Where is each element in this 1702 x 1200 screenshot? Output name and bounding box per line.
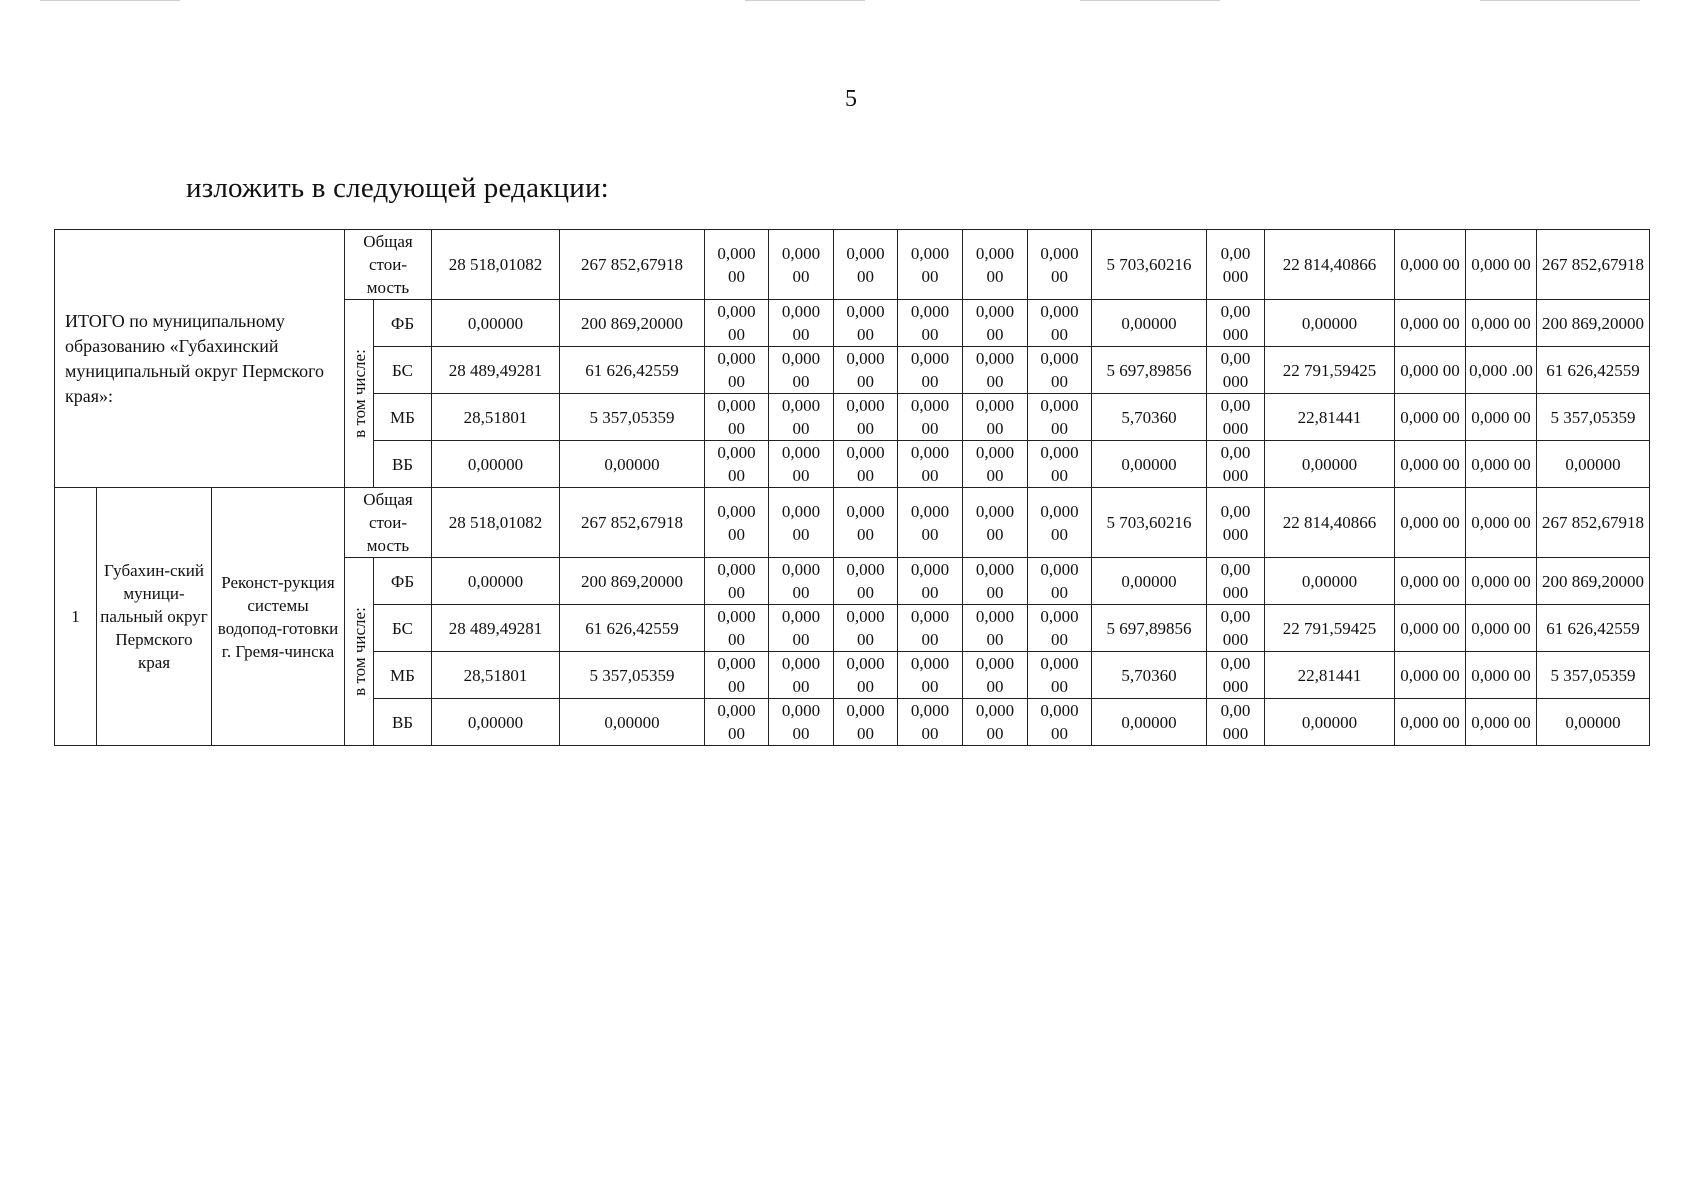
funding-source: МБ <box>374 394 432 441</box>
amount-cell: 28,51801 <box>432 652 560 699</box>
funding-source: ФБ <box>374 558 432 605</box>
item-organization: Губахин-ский муници-пальный округ Пермского края <box>97 488 212 746</box>
amount-cell: 0,000 00 <box>769 488 834 558</box>
amount-cell: 0,000 00 <box>898 441 963 488</box>
amount-cell: 0,000 00 <box>898 230 963 300</box>
amount-cell: 0,000 00 <box>898 300 963 347</box>
amount-cell: 61 626,42559 <box>560 605 705 652</box>
amount-cell: 0,00000 <box>1265 300 1395 347</box>
amount-cell: 28 518,01082 <box>432 230 560 300</box>
amount-cell: 0,000 00 <box>705 652 769 699</box>
scan-edge-line <box>745 0 865 1</box>
amount-cell: 61 626,42559 <box>1537 605 1650 652</box>
amount-cell: 0,00000 <box>432 300 560 347</box>
amount-cell: 0,000 00 <box>1028 230 1092 300</box>
amount-cell: 0,000 00 <box>963 230 1028 300</box>
total-cost-label: Общая стои-мость <box>345 230 432 300</box>
amount-cell: 267 852,67918 <box>1537 230 1650 300</box>
amount-cell: 0,000 00 <box>1466 699 1537 746</box>
amount-cell: 0,000 00 <box>705 347 769 394</box>
amount-cell: 0,00000 <box>1537 699 1650 746</box>
amount-cell: 0,000 00 <box>1395 300 1466 347</box>
amount-cell: 0,00 000 <box>1207 605 1265 652</box>
amount-cell: 0,00000 <box>1092 699 1207 746</box>
amount-cell: 0,000 00 <box>1466 605 1537 652</box>
amount-cell: 0,000 00 <box>898 347 963 394</box>
amount-cell: 0,000 00 <box>705 394 769 441</box>
page-number: 5 <box>845 86 857 112</box>
amount-cell: 0,000 00 <box>1395 347 1466 394</box>
amount-cell: 0,000 00 <box>1466 300 1537 347</box>
amount-cell: 0,000 00 <box>1466 230 1537 300</box>
funding-source: ФБ <box>374 300 432 347</box>
amount-cell: 0,000 00 <box>705 699 769 746</box>
amount-cell: 0,000 00 <box>769 441 834 488</box>
amount-cell: 200 869,20000 <box>560 300 705 347</box>
amount-cell: 0,000 00 <box>705 605 769 652</box>
amount-cell: 0,00 000 <box>1207 652 1265 699</box>
amount-cell: 0,000 00 <box>963 699 1028 746</box>
amount-cell: 0,000 00 <box>705 558 769 605</box>
amount-cell: 0,000 00 <box>769 558 834 605</box>
scan-edge-line <box>1080 0 1220 1</box>
amount-cell: 0,000 00 <box>1466 394 1537 441</box>
amount-cell: 0,000 00 <box>705 230 769 300</box>
amount-cell: 0,000 00 <box>1028 699 1092 746</box>
amount-cell: 5 703,60216 <box>1092 230 1207 300</box>
budget-table <box>54 229 1650 746</box>
amount-cell: 5 357,05359 <box>1537 394 1650 441</box>
amount-cell: 0,000 00 <box>705 441 769 488</box>
amount-cell: 0,000 00 <box>834 488 898 558</box>
amount-cell: 5 703,60216 <box>1092 488 1207 558</box>
amount-cell: 0,000 00 <box>769 300 834 347</box>
amount-cell: 28 489,49281 <box>432 347 560 394</box>
amount-cell: 5 357,05359 <box>1537 652 1650 699</box>
amount-cell: 0,00000 <box>432 558 560 605</box>
amount-cell: 0,000 00 <box>963 394 1028 441</box>
amount-cell: 22,81441 <box>1265 652 1395 699</box>
amount-cell: 0,00 000 <box>1207 230 1265 300</box>
amount-cell: 0,000 00 <box>769 699 834 746</box>
funding-source: БС <box>374 605 432 652</box>
amount-cell: 0,000 00 <box>898 558 963 605</box>
amount-cell: 0,00000 <box>560 441 705 488</box>
amount-cell: 0,000 00 <box>963 558 1028 605</box>
amount-cell: 0,000 00 <box>769 230 834 300</box>
amount-cell: 0,000 00 <box>1466 441 1537 488</box>
amount-cell: 0,00 000 <box>1207 441 1265 488</box>
amount-cell: 0,000 00 <box>1395 652 1466 699</box>
amount-cell: 0,000 00 <box>769 652 834 699</box>
amount-cell: 0,000 00 <box>1395 558 1466 605</box>
amount-cell: 267 852,67918 <box>560 230 705 300</box>
total-cost-label: Общая стои-мость <box>345 488 432 558</box>
amount-cell: 5,70360 <box>1092 652 1207 699</box>
amount-cell: 0,000 00 <box>1395 394 1466 441</box>
amount-cell: 0,00 000 <box>1207 558 1265 605</box>
amount-cell: 0,000 00 <box>705 300 769 347</box>
in-total-label: в том числе: <box>345 558 374 746</box>
amount-cell: 0,000 00 <box>1395 488 1466 558</box>
amount-cell: 5,70360 <box>1092 394 1207 441</box>
amount-cell: 0,000 .00 <box>1466 347 1537 394</box>
summary-label: ИТОГО по муниципальному образованию «Губахинский муниципальный округ Пермского края»: <box>55 230 345 488</box>
amount-cell: 0,000 00 <box>1395 441 1466 488</box>
amount-cell: 0,00 000 <box>1207 300 1265 347</box>
amount-cell: 5 357,05359 <box>560 652 705 699</box>
amount-cell: 0,000 00 <box>834 441 898 488</box>
amount-cell: 0,000 00 <box>769 347 834 394</box>
amount-cell: 0,000 00 <box>705 488 769 558</box>
amount-cell: 0,000 00 <box>1466 652 1537 699</box>
scan-edge-line <box>1480 0 1640 1</box>
amount-cell: 0,00000 <box>1092 558 1207 605</box>
amount-cell: 22 791,59425 <box>1265 347 1395 394</box>
amount-cell: 0,00 000 <box>1207 394 1265 441</box>
amount-cell: 0,00 000 <box>1207 699 1265 746</box>
amount-cell: 0,000 00 <box>1466 488 1537 558</box>
amount-cell: 0,000 00 <box>1028 488 1092 558</box>
amount-cell: 28 518,01082 <box>432 488 560 558</box>
amount-cell: 5 697,89856 <box>1092 347 1207 394</box>
amount-cell: 0,000 00 <box>1395 230 1466 300</box>
amount-cell: 0,000 00 <box>963 441 1028 488</box>
amount-cell: 0,000 00 <box>834 558 898 605</box>
amount-cell: 0,000 00 <box>1028 558 1092 605</box>
amount-cell: 0,000 00 <box>1028 347 1092 394</box>
amount-cell: 0,000 00 <box>1466 558 1537 605</box>
amount-cell: 0,000 00 <box>1028 652 1092 699</box>
funding-source: ВБ <box>374 699 432 746</box>
amount-cell: 0,000 00 <box>1395 699 1466 746</box>
amount-cell: 0,000 00 <box>963 488 1028 558</box>
amount-cell: 0,000 00 <box>834 394 898 441</box>
amount-cell: 5 357,05359 <box>560 394 705 441</box>
amount-cell: 0,000 00 <box>834 300 898 347</box>
amount-cell: 0,000 00 <box>1028 441 1092 488</box>
amount-cell: 5 697,89856 <box>1092 605 1207 652</box>
amount-cell: 0,000 00 <box>1028 605 1092 652</box>
amount-cell: 200 869,20000 <box>1537 300 1650 347</box>
amount-cell: 0,00 000 <box>1207 347 1265 394</box>
amount-cell: 28,51801 <box>432 394 560 441</box>
amount-cell: 267 852,67918 <box>1537 488 1650 558</box>
summary-row <box>55 230 1650 300</box>
amount-cell: 0,00000 <box>1092 300 1207 347</box>
amount-cell: 0,000 00 <box>898 488 963 558</box>
funding-source: БС <box>374 347 432 394</box>
intro-text: изложить в следующей редакции: <box>186 172 609 204</box>
amount-cell: 0,000 00 <box>898 652 963 699</box>
item-row <box>55 488 1650 558</box>
amount-cell: 0,000 00 <box>963 300 1028 347</box>
amount-cell: 0,000 00 <box>1028 300 1092 347</box>
amount-cell: 267 852,67918 <box>560 488 705 558</box>
amount-cell: 0,000 00 <box>834 347 898 394</box>
amount-cell: 22,81441 <box>1265 394 1395 441</box>
amount-cell: 0,000 00 <box>963 652 1028 699</box>
amount-cell: 0,000 00 <box>834 699 898 746</box>
amount-cell: 0,000 00 <box>898 699 963 746</box>
amount-cell: 0,00 000 <box>1207 488 1265 558</box>
scan-edge-line <box>40 0 180 1</box>
amount-cell: 0,000 00 <box>898 394 963 441</box>
item-project: Реконст-рукция системы водопод-готовки г. Гремя-чинска <box>212 488 345 746</box>
amount-cell: 0,000 00 <box>834 230 898 300</box>
item-number: 1 <box>55 488 97 746</box>
amount-cell: 0,00000 <box>1092 441 1207 488</box>
amount-cell: 0,000 00 <box>898 605 963 652</box>
amount-cell: 22 814,40866 <box>1265 488 1395 558</box>
amount-cell: 200 869,20000 <box>560 558 705 605</box>
amount-cell: 0,00000 <box>432 441 560 488</box>
amount-cell: 200 869,20000 <box>1537 558 1650 605</box>
in-total-label: в том числе: <box>345 300 374 488</box>
amount-cell: 0,000 00 <box>769 605 834 652</box>
amount-cell: 0,000 00 <box>769 394 834 441</box>
amount-cell: 0,000 00 <box>834 652 898 699</box>
amount-cell: 0,000 00 <box>1395 605 1466 652</box>
amount-cell: 0,00000 <box>560 699 705 746</box>
amount-cell: 0,00000 <box>1265 558 1395 605</box>
amount-cell: 0,000 00 <box>1028 394 1092 441</box>
amount-cell: 22 814,40866 <box>1265 230 1395 300</box>
amount-cell: 0,000 00 <box>963 605 1028 652</box>
amount-cell: 0,00000 <box>1265 699 1395 746</box>
amount-cell: 0,000 00 <box>963 347 1028 394</box>
amount-cell: 0,000 00 <box>834 605 898 652</box>
amount-cell: 0,00000 <box>432 699 560 746</box>
amount-cell: 28 489,49281 <box>432 605 560 652</box>
amount-cell: 22 791,59425 <box>1265 605 1395 652</box>
amount-cell: 0,00000 <box>1265 441 1395 488</box>
funding-source: МБ <box>374 652 432 699</box>
amount-cell: 61 626,42559 <box>560 347 705 394</box>
amount-cell: 61 626,42559 <box>1537 347 1650 394</box>
amount-cell: 0,00000 <box>1537 441 1650 488</box>
funding-source: ВБ <box>374 441 432 488</box>
